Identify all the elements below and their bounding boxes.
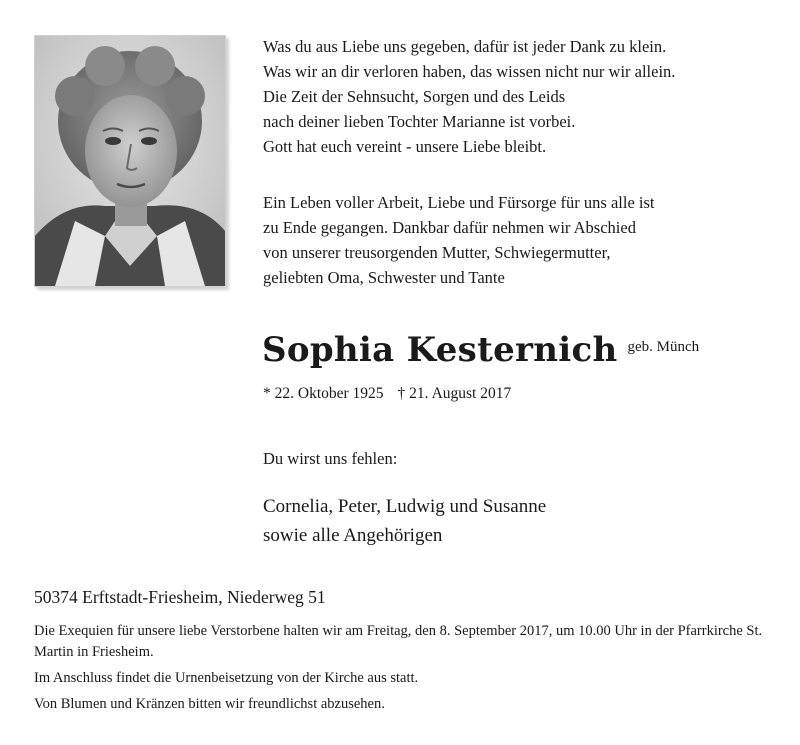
deceased-name-row xyxy=(262,330,699,370)
tribute-text xyxy=(263,190,783,290)
poem-line: Die Zeit der Sehnsucht, Sorgen und des Leids xyxy=(263,87,566,106)
service-note: Die Exequien für unsere liebe Verstorbene halten wir am Freitag, den 8. September 2017, um 10.00 Uhr in der Pfarrkirche St. Martin in Friesheim. xyxy=(34,623,763,660)
mourners-line: Cornelia, Peter, Ludwig und Susanne xyxy=(263,496,547,517)
funeral-notes xyxy=(34,621,774,720)
tribute-line: zu Ende gegangen. Dankbar dafür nehmen wir Abschied xyxy=(263,218,636,237)
mourners-intro: Du wirst uns fehlen: xyxy=(263,449,398,468)
birth-date: * 22. Oktober 1925 xyxy=(263,385,384,402)
portrait-photo xyxy=(34,35,226,287)
tribute-line: geliebten Oma, Schwester und Tante xyxy=(263,268,505,287)
flowers-note: Von Blumen und Kränzen bitten wir freundlichst abzusehen. xyxy=(34,696,385,712)
tribute-line: von unserer treusorgenden Mutter, Schwiegermutter, xyxy=(263,243,611,262)
maiden-name: geb. Münch xyxy=(627,339,700,355)
mourners-list xyxy=(263,492,546,550)
tribute-line: Ein Leben voller Arbeit, Liebe und Fürsorge für uns alle ist xyxy=(263,193,655,212)
life-dates xyxy=(263,385,511,403)
family-address: 50374 Erftstadt-Friesheim, Niederweg 51 xyxy=(34,587,326,607)
death-date: † 21. August 2017 xyxy=(397,385,512,402)
poem-line: Was wir an dir verloren haben, das wissen nicht nur wir allein. xyxy=(263,62,676,81)
memorial-poem xyxy=(263,34,783,159)
deceased-name: Sophia Kesternich xyxy=(262,330,618,370)
poem-line: Gott hat euch vereint - unsere Liebe bleibt. xyxy=(263,137,547,156)
mourners-line: sowie alle Angehörigen xyxy=(263,525,443,546)
burial-note: Im Anschluss findet die Urnenbeisetzung von der Kirche aus statt. xyxy=(34,670,419,686)
poem-line: nach deiner lieben Tochter Marianne ist vorbei. xyxy=(263,112,576,131)
poem-line: Was du aus Liebe uns gegeben, dafür ist jeder Dank zu klein. xyxy=(263,37,667,56)
portrait-icon xyxy=(35,36,225,286)
